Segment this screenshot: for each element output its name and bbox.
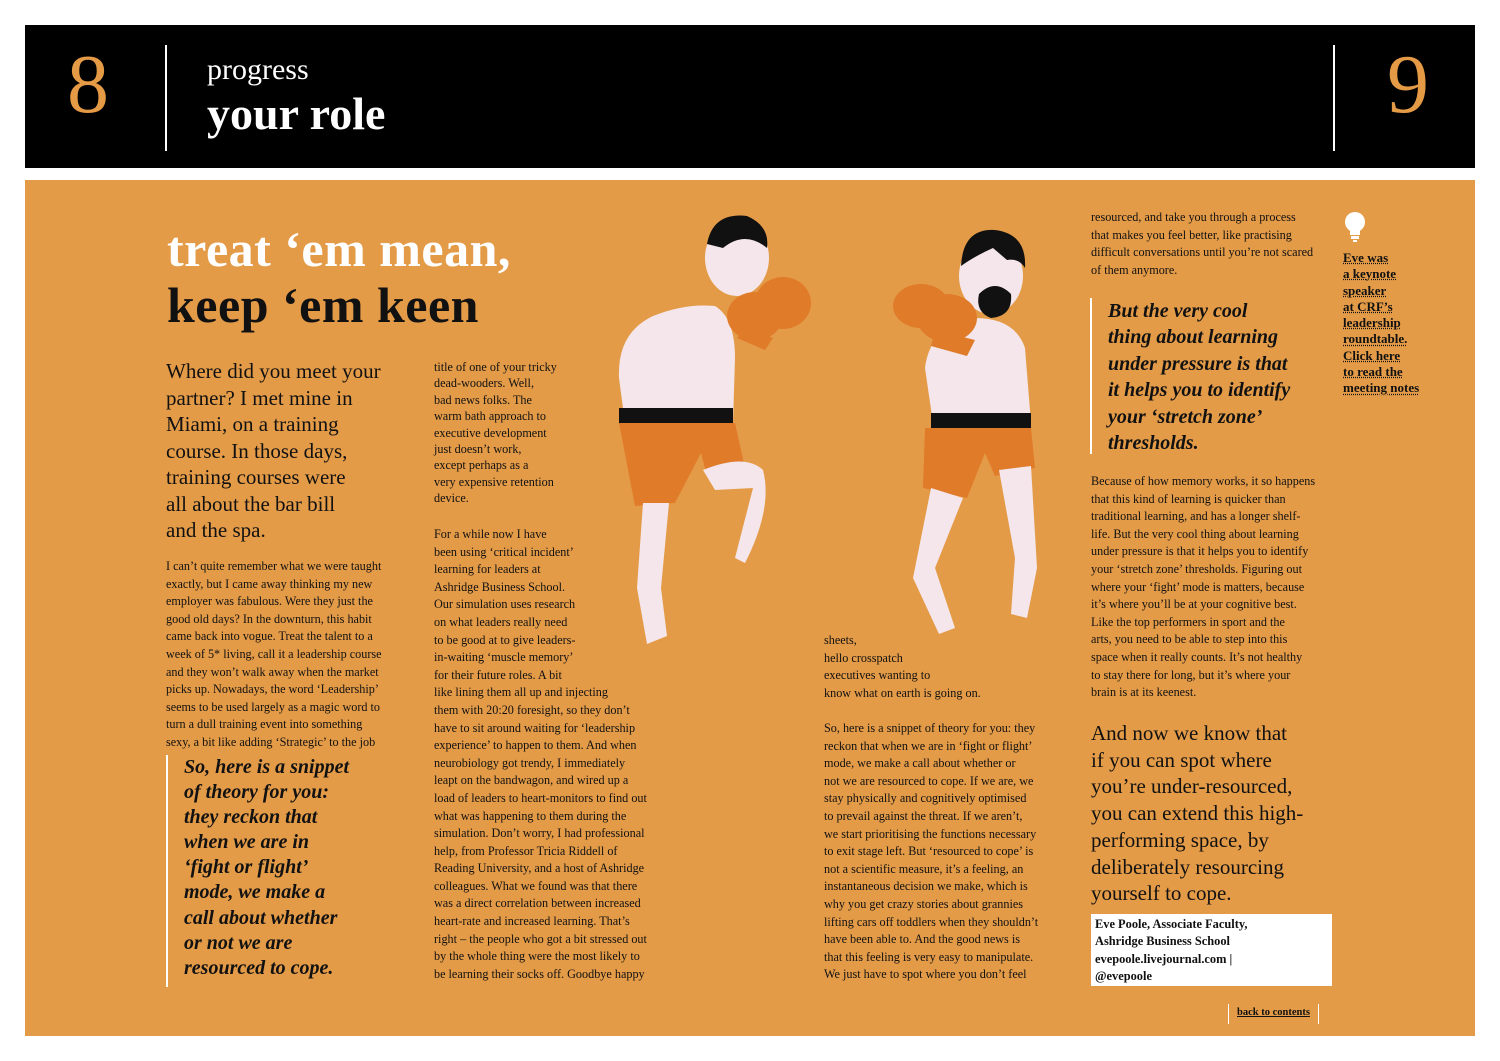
text-line: brain is at its keenest.	[1091, 685, 1197, 700]
text-line: like lining them all up and injecting	[434, 685, 608, 700]
text-line: thing about learning	[1108, 326, 1279, 349]
text-line: just doesn’t work,	[434, 442, 522, 457]
text-line: colleagues. What we found was that there	[434, 878, 638, 893]
text-line: Where did you meet your	[166, 359, 381, 383]
text-line: under pressure is that	[1108, 352, 1288, 375]
header-bar	[25, 25, 1475, 168]
text-line: sexy, a bit like adding ‘Strategic’ to the job	[166, 734, 376, 749]
lightbulb-icon	[1343, 210, 1367, 244]
text-line: them with 20:20 foresight, so they don’t	[434, 702, 630, 717]
text-line: For a while now I have	[434, 527, 547, 541]
text-line: to prevail against the threat. If we aren’t,	[824, 808, 1023, 823]
text-line[interactable]: roundtable.	[1343, 331, 1408, 347]
text-line: mode, we make a	[184, 881, 326, 904]
text-line: not we are resourced to cope. If we are, we	[824, 773, 1034, 788]
text-line: training courses were	[166, 465, 346, 489]
text-line: been using ‘critical incident’	[434, 544, 574, 559]
text-line: thresholds.	[1108, 432, 1199, 455]
text-line: dead-wooders. Well,	[434, 376, 534, 391]
divider	[165, 45, 167, 151]
text-line: not a scientific measure, it’s a feeling, an	[824, 861, 1024, 876]
text-line: life. But the very cool thing about learning	[1091, 526, 1299, 541]
lead-paragraph	[166, 358, 406, 544]
text-line: experience’ to happen to them. And when	[434, 738, 637, 753]
text-line: why you get crazy stories about grannies	[824, 896, 1024, 911]
text-line: that this feeling is very easy to manipulate.	[824, 949, 1034, 964]
headline-line-2: keep ‘em keen	[167, 277, 479, 333]
text-line: But the very cool	[1108, 300, 1248, 322]
text-line: turn a dull training event into something	[166, 717, 363, 732]
text-line: and they won’t walk away when the market	[166, 664, 379, 679]
text-line: by the whole thing were the most likely to	[434, 949, 640, 964]
body-column-4-top	[1091, 209, 1313, 279]
text-line: it’s where you’ll be at your cognitive best.	[1091, 597, 1297, 612]
text-line: resourced to cope.	[184, 956, 334, 979]
text-line: bad news folks. The	[434, 392, 532, 407]
text-line: Ashridge Business School.	[434, 579, 566, 594]
text-line: of theory for you:	[184, 781, 329, 804]
text-line: space when it really counts. It’s not healthy	[1091, 649, 1303, 664]
text-line: where your ‘fight’ mode is matters, because	[1091, 579, 1305, 594]
text-line: employer was fabulous. Were they just the	[166, 594, 373, 609]
text-line: they reckon that	[184, 806, 318, 829]
text-line: picks up. Nowadays, the word ‘Leadership’	[166, 682, 379, 697]
text-line: was a direct correlation between increased	[434, 896, 641, 911]
author-bio-box	[1091, 914, 1332, 986]
text-line[interactable]: a keynote	[1343, 266, 1397, 282]
text-line: week of 5* living, call it a leadership course	[166, 646, 382, 661]
text-line: And now we know that	[1091, 721, 1287, 745]
text-line: good old days? In the downturn, this habit	[166, 611, 372, 626]
text-line: resourced, and take you through a process	[1091, 210, 1296, 224]
text-line[interactable]: at CRF’s	[1343, 298, 1393, 314]
text-line: title of one of your tricky	[434, 360, 557, 374]
text-line: neurobiology got trendy, I immediately	[434, 755, 626, 770]
text-line: deliberately resourcing	[1091, 854, 1284, 879]
text-line: on what leaders really need	[434, 614, 568, 629]
text-line: to exit stage left. But ‘resourced to cope’ is	[824, 844, 1034, 859]
text-line: exactly, but I came away thinking my new	[166, 576, 373, 591]
text-line: to stay there for long, but it’s where your	[1091, 667, 1291, 682]
text-line: yourself to cope.	[1091, 881, 1232, 906]
text-line: We just have to spot where you don’t feel	[824, 967, 1027, 982]
text-line: ‘fight or flight’	[184, 856, 309, 879]
text-line: your ‘stretch zone’	[1108, 405, 1263, 428]
text-line: and the spa.	[166, 518, 266, 542]
body-column-3-top	[824, 632, 981, 702]
pull-quote-left	[166, 755, 349, 987]
text-line: hello crosspatch	[824, 650, 903, 665]
text-line: I can’t quite remember what we were taught	[166, 559, 382, 573]
meeting-notes-link[interactable]: meeting notes	[1343, 380, 1420, 396]
section-label: progress	[207, 53, 309, 86]
text-line: Miami, on a training	[166, 412, 339, 436]
text-line: partner? I met mine in	[166, 385, 353, 410]
text-line: performing space, by	[1091, 827, 1269, 852]
text-line: Our simulation uses research	[434, 597, 576, 612]
text-line: it helps you to identify	[1108, 379, 1291, 402]
text-line: arts, you need to be able to step into this	[1091, 632, 1288, 647]
text-line: you’re under-resourced,	[1091, 774, 1293, 799]
text-line: sheets,	[824, 633, 857, 647]
text-line: of them anymore.	[1091, 262, 1178, 277]
boxer-left	[619, 216, 811, 644]
text-line: very expensive retention	[434, 474, 554, 489]
closing-paragraph	[1091, 720, 1303, 907]
text-line: traditional learning, and has a longer shelf-	[1091, 509, 1301, 524]
text-line: mode, we make a call about whether or	[824, 756, 1016, 771]
text-line: stay physically and cognitively optimised	[824, 791, 1027, 806]
text-line: that this kind of learning is quicker than	[1091, 491, 1286, 506]
author-name: Eve Poole, Associate Faculty,	[1095, 917, 1248, 931]
text-line: your ‘stretch zone’ thresholds. Figuring out	[1091, 561, 1302, 576]
keynote-side-note[interactable]	[1343, 250, 1419, 397]
boxers-illustration	[595, 208, 1055, 648]
divider	[1333, 45, 1335, 151]
text-line: under pressure is that it helps you to identify	[1091, 544, 1309, 559]
text-line: leapt on the bandwagon, and wired up a	[434, 773, 629, 788]
text-line: or not we are	[184, 931, 293, 954]
text-line: help, from Professor Tricia Riddell of	[434, 843, 618, 858]
text-line: simulation. Don’t worry, I had professional	[434, 826, 645, 841]
subsection-title: your role	[207, 88, 386, 139]
text-line: except perhaps as a	[434, 458, 529, 473]
body-column-2-top	[434, 359, 557, 507]
text-line[interactable]: speaker	[1343, 282, 1387, 298]
author-website-link[interactable]: evepoole.livejournal.com |	[1095, 951, 1233, 966]
text-line: have been able to. And the good news is	[824, 932, 1020, 947]
text-line: be learning their socks off. Goodbye happy	[434, 966, 645, 981]
text-line[interactable]: leadership	[1343, 315, 1401, 331]
text-line: difficult conversations until you’re not scared	[1091, 245, 1314, 260]
body-column-4	[1091, 473, 1315, 702]
text-line[interactable]: Eve was	[1343, 250, 1389, 265]
text-line: learning for leaders at	[434, 562, 541, 577]
text-line: executives wanting to	[824, 668, 931, 683]
text-line: know what on earth is going on.	[824, 685, 981, 700]
text-line: for their future roles. A bit	[434, 667, 562, 682]
headline-line-1: treat ‘em mean,	[167, 221, 511, 277]
meeting-notes-link[interactable]: to read the	[1343, 364, 1403, 380]
body-column-1	[166, 558, 382, 752]
text-line: Like the top performers in sport and the	[1091, 614, 1285, 629]
back-to-contents-link[interactable]: back to contents	[1228, 1004, 1319, 1024]
text-line: seems to be used largely as a magic word to	[166, 699, 381, 714]
text-line: lifting cars off toddlers when they shouldn’t	[824, 914, 1039, 929]
author-twitter-link[interactable]: @evepoole	[1095, 969, 1152, 984]
body-column-3	[824, 720, 1038, 984]
text-line: device.	[434, 491, 469, 506]
text-line: you can extend this high-	[1091, 801, 1304, 826]
text-line: that makes you feel better, like practising	[1091, 227, 1292, 242]
text-line: if you can spot where	[1091, 747, 1272, 772]
article-panel	[25, 180, 1475, 1036]
text-line: instantaneous decision we make, which is	[824, 879, 1028, 894]
text-line: in-waiting ‘muscle memory’	[434, 650, 574, 665]
text-line: what was happening to them during the	[434, 808, 627, 823]
boxer-right	[893, 230, 1037, 634]
text-line: right – the people who got a bit stressed out	[434, 931, 647, 946]
text-line: reckon that when we are in ‘fight or flight’	[824, 738, 1033, 753]
text-line: we start prioritising the functions necessary	[824, 826, 1037, 841]
author-affiliation: Ashridge Business School	[1095, 934, 1230, 949]
page-number-left: 8	[67, 38, 109, 131]
text-line: load of leaders to heart-monitors to find out	[434, 790, 647, 805]
text-line: heart-rate and increased learning. That’s	[434, 914, 630, 929]
text-line: when we are in	[184, 831, 310, 854]
text-line: Because of how memory works, it so happens	[1091, 474, 1316, 488]
meeting-notes-link[interactable]: Click here	[1343, 347, 1401, 363]
text-line: all about the bar bill	[166, 491, 336, 516]
text-line: So, here is a snippet of theory for you: they	[824, 721, 1036, 735]
text-line: to be good at to give leaders-	[434, 632, 576, 647]
page-number-right: 9	[1387, 38, 1429, 131]
text-line: Reading University, and a host of Ashridge	[434, 861, 645, 876]
text-line: call about whether	[184, 906, 338, 929]
text-line: have to sit around waiting for ‘leadership	[434, 720, 636, 735]
text-line: course. In those days,	[166, 438, 348, 463]
text-line: So, here is a snippet	[184, 756, 350, 778]
text-line: executive development	[434, 425, 547, 440]
text-line: came back into vogue. Treat the talent to a	[166, 629, 373, 644]
text-line: warm bath approach to	[434, 409, 547, 424]
pull-quote-right	[1090, 298, 1290, 454]
